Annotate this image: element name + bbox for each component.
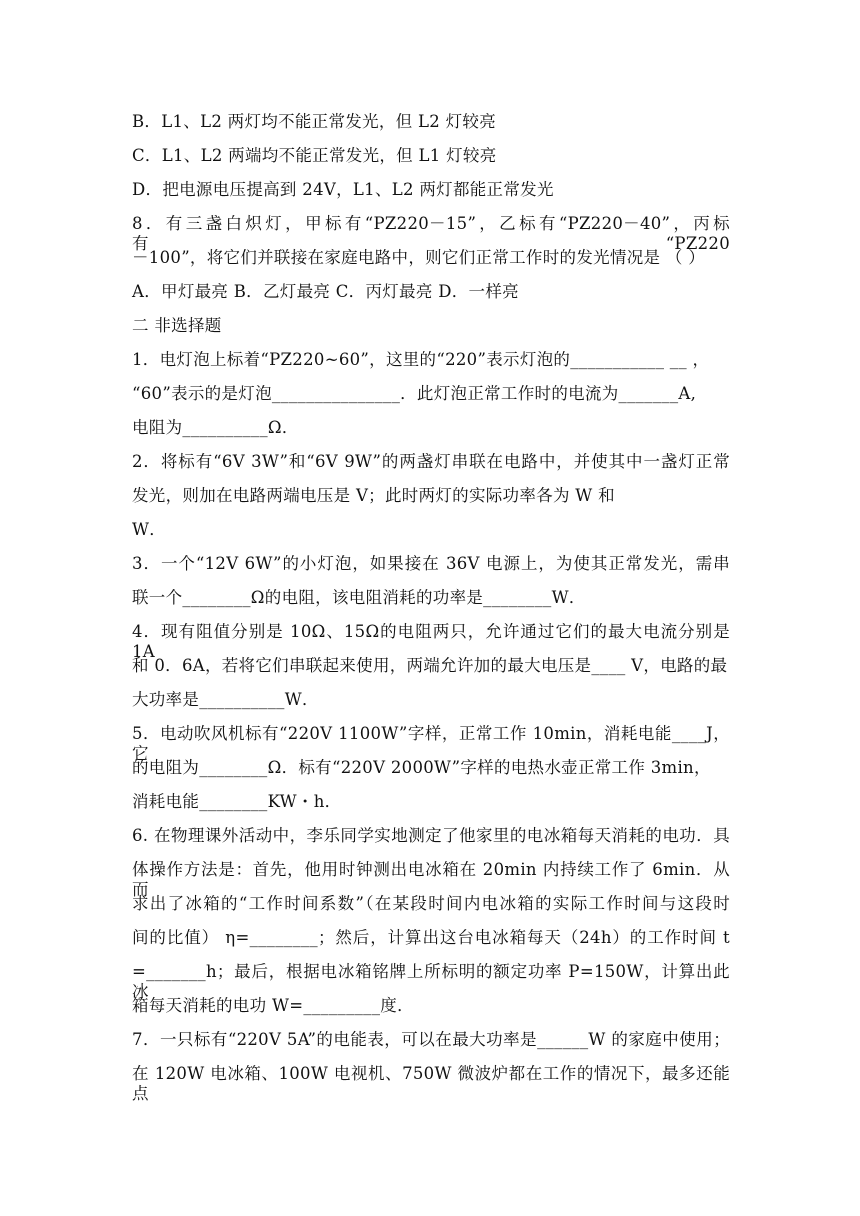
fill-1-line-2: “60”表示的是灯泡_______________．此灯泡正常工作时的电流为_______A, — [132, 384, 697, 403]
fill-6-line-5: =_______h；最后，根据电冰箱铭牌上所标明的额定功率 P=150W，计算出此冰 — [132, 962, 730, 1001]
fill-4-line-3: 大功率是__________W． — [132, 690, 319, 709]
question-8-line-2: －100”，将它们并联接在家庭电路中，则它们正常工作时的发光情况是 （ ） — [132, 248, 706, 267]
fill-7-line-2: 在 120W 电冰箱、100W 电视机、750W 微波炉都在工作的情况下，最多还能点 — [132, 1064, 730, 1103]
fill-5-line-3: 消耗电能________KW・h． — [132, 792, 342, 811]
fill-3-line-1: 3．一个“12V 6W”的小灯泡，如果接在 36V 电源上，为使其正常发光，需串 — [132, 554, 730, 573]
fill-4-line-1: 4．现有阻值分别是 10Ω、15Ω的电阻两只，允许通过它们的最大电流分别是 1A — [132, 622, 730, 661]
fill-6-line-1: 6. 在物理课外活动中，李乐同学实地测定了他家里的电冰箱每天消耗的电功．具 — [132, 826, 730, 845]
fill-5-line-2: 的电阻为________Ω．标有“220V 2000W”字样的电热水壶正常工作 3min， — [132, 758, 711, 777]
fill-6-line-4: 间的比值） η=________；然后，计算出这台电冰箱每天（24h）的工作时间 t — [132, 928, 730, 947]
fill-6-line-6: 箱每天消耗的电功 W=_________度． — [132, 996, 414, 1015]
fill-2-line-3: W． — [132, 520, 167, 539]
option-d-line: D．把电源电压提高到 24V，L1、L2 两灯都能正常发光 — [132, 180, 554, 199]
fill-7-line-1: 7．一只标有“220V 5A”的电能表，可以在最大功率是______W 的家庭中使用； — [132, 1030, 730, 1049]
fill-2-line-1: 2．将标有“6V 3W”和“6V 9W”的两盏灯串联在电路中，并使其中一盏灯正常 — [132, 452, 730, 471]
question-8-line-1: 8．有三盏白炽灯，甲标有“PZ220－15”，乙标有“PZ220－40”，丙标有“PZ220 — [132, 214, 730, 253]
fill-4-line-2: 和 0．6A，若将它们串联起来使用，两端允许加的最大电压是____ V，电路的最 — [132, 656, 728, 675]
fill-1-line-1: 1．电灯泡上标着“PZ220~60”，这里的“220”表示灯泡的___________ __ ， — [132, 350, 710, 369]
option-c-line: C．L1、L2 两端均不能正常发光，但 L1 灯较亮 — [132, 146, 497, 165]
section-heading: 二 非选择题 — [132, 316, 222, 335]
question-8-options: A．甲灯最亮 B．乙灯最亮 C．丙灯最亮 D．一样亮 — [132, 282, 519, 301]
fill-2-line-2: 发光，则加在电路两端电压是 V；此时两灯的实际功率各为 W 和 — [132, 486, 615, 505]
fill-3-line-2: 联一个________Ω的电阻，该电阻消耗的功率是________W． — [132, 588, 586, 607]
fill-1-line-3: 电阻为__________Ω． — [132, 418, 299, 437]
fill-6-line-2: 体操作方法是：首先，他用时钟测出电冰箱在 20min 内持续工作了 6min．从而 — [132, 860, 730, 899]
fill-5-line-1: 5．电动吹风机标有“220V 1100W”字样，正常工作 10min，消耗电能____J，它 — [132, 724, 730, 763]
fill-6-line-3: 求出了冰箱的“工作时间系数”（在某段时间内电冰箱的实际工作时间与这段时 — [132, 894, 730, 913]
option-b-line: B．L1、L2 两灯均不能正常发光，但 L2 灯较亮 — [132, 112, 497, 131]
